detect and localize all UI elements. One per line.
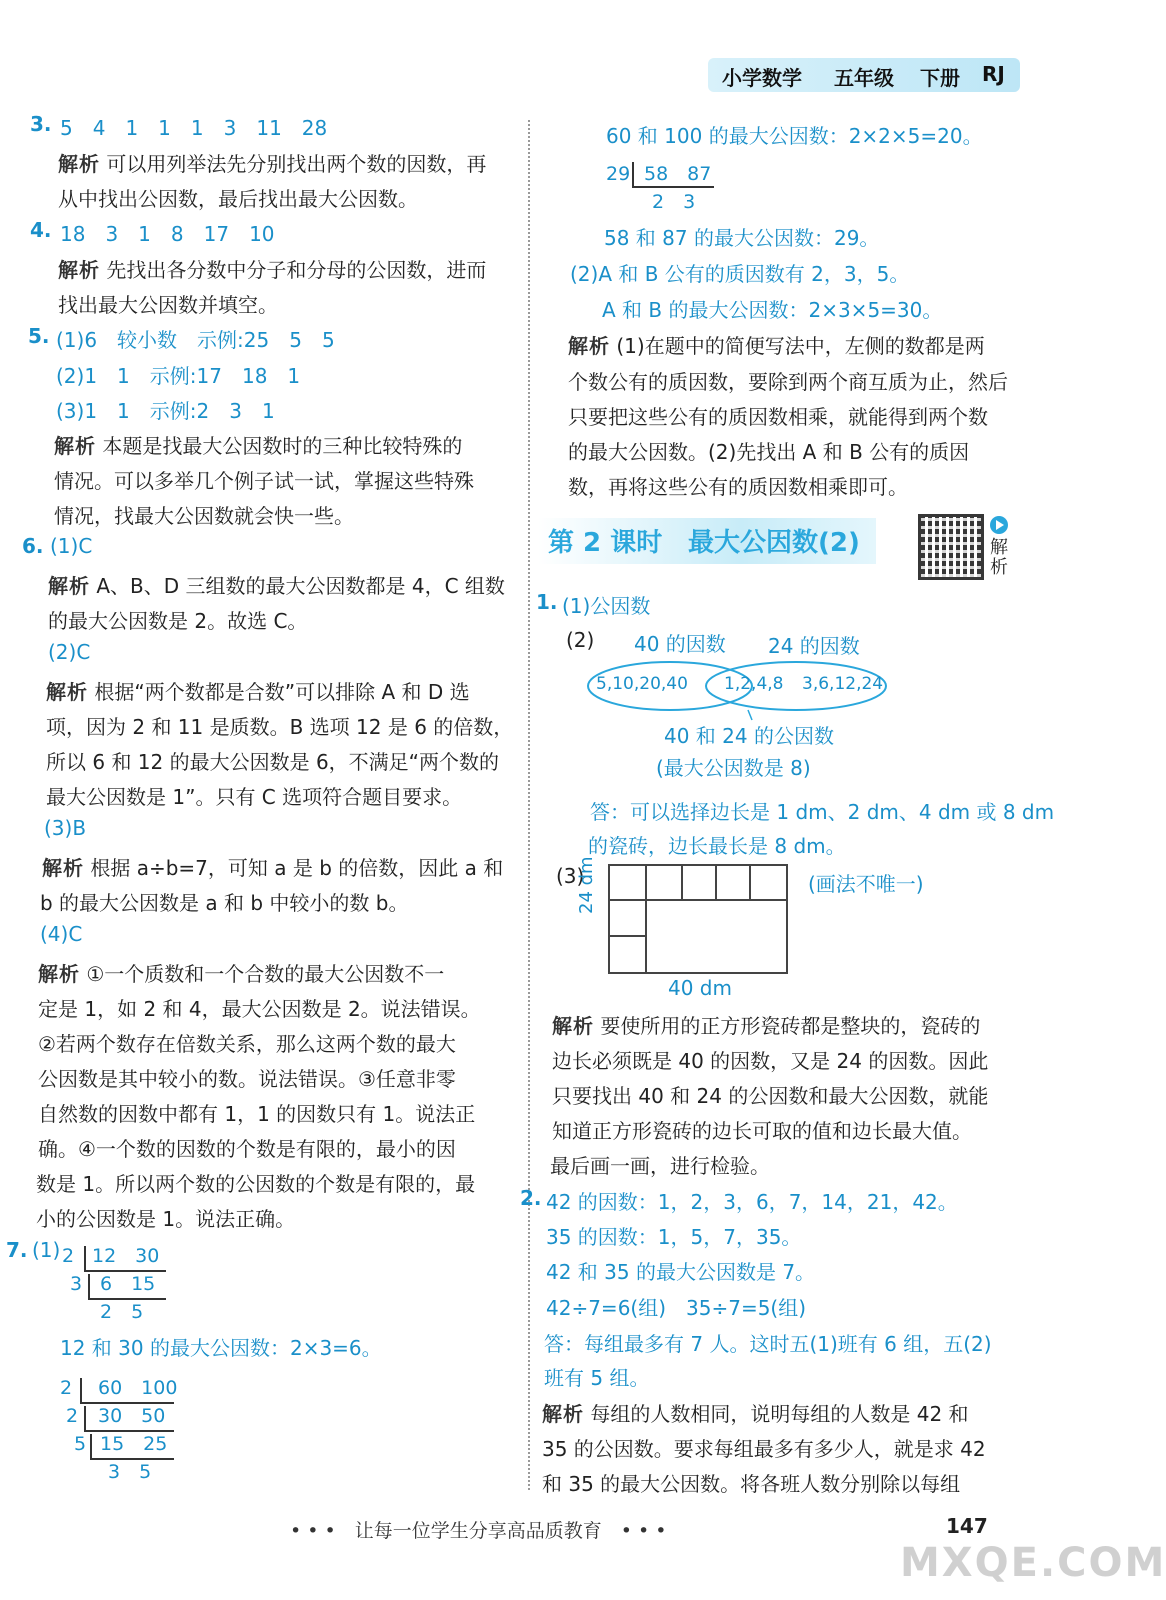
q2-analysis <box>542 1398 969 1427</box>
q1-sub-2: (2) <box>566 628 595 652</box>
header-banner <box>708 58 1020 92</box>
analysis-line: ①一个质数和一个合数的最大公因数不一 <box>86 962 445 986</box>
dividend-row: 15 25 <box>100 1433 168 1455</box>
q6-analysis-1 <box>48 570 505 599</box>
dividend-row: 12 30 <box>92 1245 160 1267</box>
q6-analysis-3 <box>42 852 503 881</box>
q2-answer-1: 答：每组最多有 7 人。这时五(1)班有 6 组，五(2) <box>544 1332 992 1356</box>
q6-answer-4: (4)C <box>40 922 83 946</box>
analysis-line: 先找出各分数中分子和分母的公因数，进而 <box>106 258 487 282</box>
dividend-row: 6 15 <box>100 1273 156 1295</box>
q6-analysis-4 <box>38 958 444 987</box>
analysis-line: 自然数的因数中都有 1，1 的因数只有 1。说法正 <box>38 1102 476 1126</box>
analysis-line: 要使所用的正方形瓷砖都是整块的，瓷砖的 <box>600 1014 981 1038</box>
q5-analysis <box>54 430 462 459</box>
volume-label: 下册 <box>920 66 960 90</box>
analysis-line: 边长必须既是 40 的因数，又是 24 的因数。因此 <box>552 1049 989 1073</box>
analysis-tag: 解析 <box>58 152 100 176</box>
analysis-line: 确。④一个数的因数的个数是有限的，最小的因 <box>38 1137 456 1161</box>
q2-line-4: 42÷7=6(组) 35÷7=5(组) <box>546 1296 807 1320</box>
venn-pointer <box>748 710 752 720</box>
tile-grid-diagram <box>608 864 790 976</box>
q3-analysis <box>58 148 486 177</box>
q7-analysis <box>568 330 985 359</box>
analysis-tag: 解析 <box>46 680 88 704</box>
q1-answer-text-2: 的瓷砖，边长最长是 8 dm。 <box>588 834 846 858</box>
analysis-line: 只要找出 40 和 24 的公因数和最大公因数，就能 <box>552 1084 989 1108</box>
q7-result-1: 12 和 30 的最大公因数：2×3=6。 <box>60 1336 382 1360</box>
quotient-row: 3 5 <box>108 1461 152 1483</box>
q7-result-3: 58 和 87 的最大公因数：29。 <box>604 226 880 250</box>
tile-grid-outline <box>609 865 787 973</box>
analysis-line: 从中找出公因数，最后找出最大公因数。 <box>58 187 418 211</box>
analysis-line: 情况，找最大公因数就会快一些。 <box>54 504 354 528</box>
q7-result-2: 60 和 100 的最大公因数：2×2×5=20。 <box>606 124 983 148</box>
analysis-line: b 的最大公因数是 a 和 b 中较小的数 b。 <box>40 891 409 915</box>
analysis-line: 本题是找最大公因数时的三种比较特殊的 <box>102 434 463 458</box>
q7-sub-1: (1) <box>32 1238 61 1262</box>
tile-height-label: 24 dm <box>576 856 597 914</box>
divisor: 2 <box>62 1245 75 1267</box>
q7-sub-2: (2)A 和 B 公有的质因数有 2，3，5。 <box>570 262 910 286</box>
analysis-line: (1)在题中的简便写法中，左侧的数都是两 <box>616 334 985 358</box>
analysis-line: 可以用列举法先分别找出两个数的因数，再 <box>106 152 487 176</box>
analysis-line: 根据 a÷b=7，可知 a 是 b 的倍数，因此 a 和 <box>90 856 504 880</box>
analysis-line: 定是 1，如 2 和 4，最大公因数是 2。说法错误。 <box>38 997 481 1021</box>
dividend-row: 30 50 <box>98 1405 166 1427</box>
venn-gcd-label: (最大公因数是 8) <box>656 756 811 780</box>
lesson-number: 第 2 课时 <box>548 528 663 558</box>
q6-number: 6. <box>22 534 44 558</box>
analysis-line: 最后画一画，进行检验。 <box>550 1154 770 1178</box>
analysis-tag: 解析 <box>552 1014 594 1038</box>
page-number: 147 <box>946 1514 988 1538</box>
q1-answer-1: (1)公因数 <box>562 594 651 618</box>
divisor: 29 <box>606 163 631 185</box>
venn-left-values: 5,10,20,40 <box>596 674 688 694</box>
quotient-row: 2 3 <box>652 191 696 213</box>
q4-answer: 18 3 1 8 17 10 <box>60 222 275 246</box>
analysis-line: 的最大公因数。(2)先找出 A 和 B 公有的质因 <box>568 440 970 464</box>
qr-label <box>990 538 1008 578</box>
q2-line-3: 42 和 35 的最大公因数是 7。 <box>546 1260 816 1284</box>
venn-right-values: 3,6,12,24 <box>802 674 884 694</box>
analysis-line: 所以 6 和 12 的最大公因数是 6，不满足“两个数的 <box>46 750 500 774</box>
q4-number: 4. <box>30 218 52 242</box>
qr-code-icon[interactable] <box>918 514 984 580</box>
analysis-tag: 解析 <box>42 856 84 880</box>
analysis-line: 的最大公因数是 2。故选 C。 <box>48 609 308 633</box>
lesson-title-banner <box>538 518 876 564</box>
q6-answer-1: (1)C <box>50 534 93 558</box>
footer-slogan: • • • 让每一位学生分享高品质教育 • • • <box>290 1520 667 1542</box>
analysis-line: 情况。可以多举几个例子试一试，掌握这些特殊 <box>54 469 474 493</box>
divisor: 2 <box>66 1405 79 1427</box>
analysis-line: 数，再将这些公有的质因数相乘即可。 <box>568 475 908 499</box>
quotient-row: 2 5 <box>100 1301 144 1323</box>
analysis-tag: 解析 <box>54 434 96 458</box>
q2-number: 2. <box>520 1186 542 1210</box>
q6-answer-3: (3)B <box>44 816 87 840</box>
analysis-line: 数是 1。所以两个数的公因数的个数是有限的，最 <box>36 1172 476 1196</box>
grade-label: 五年级 <box>834 66 894 90</box>
qr-label-1: 解 <box>990 537 1008 558</box>
analysis-tag: 解析 <box>38 962 80 986</box>
venn-label-24: 24 的因数 <box>768 634 860 658</box>
play-icon[interactable] <box>990 516 1008 534</box>
divisor: 2 <box>60 1377 73 1399</box>
analysis-tag: 解析 <box>542 1402 584 1426</box>
analysis-tag: 解析 <box>58 258 100 282</box>
lesson-title: 最大公因数(2) <box>688 528 860 558</box>
q1-analysis <box>552 1010 980 1039</box>
analysis-line: A、B、D 三组数的最大公因数都是 4，C 组数 <box>96 574 505 598</box>
analysis-tag: 解析 <box>568 334 610 358</box>
analysis-line: 个数公有的质因数，要除到两个商互质为止，然后 <box>568 370 1008 394</box>
q5-number: 5. <box>28 324 50 348</box>
q3-number: 3. <box>30 112 52 136</box>
dividend-row: 58 87 <box>644 163 712 185</box>
q1-sub-3: (3) <box>556 864 585 888</box>
watermark: MXQE.COM <box>900 1540 1166 1586</box>
analysis-line: 根据“两个数都是合数”可以排除 A 和 D 选 <box>94 680 470 704</box>
analysis-line: 35 的公因数。要求每组最多有多少人，就是求 42 <box>542 1437 986 1461</box>
analysis-line: 找出最大公因数并填空。 <box>58 293 278 317</box>
divisor: 3 <box>70 1273 83 1295</box>
q2-line-2: 35 的因数：1，5，7，35。 <box>546 1225 802 1249</box>
venn-common-values: 1,2,4,8 <box>724 674 784 694</box>
q6-analysis-2 <box>46 676 470 705</box>
tile-width-label: 40 dm <box>668 976 732 1000</box>
edition-label: RJ <box>982 62 1005 86</box>
q3-answer: 5 4 1 1 1 3 11 28 <box>60 116 328 140</box>
column-divider <box>528 120 530 1490</box>
q1-number: 1. <box>536 590 558 614</box>
analysis-line: 公因数是其中较小的数。说法错误。③任意非零 <box>38 1067 456 1091</box>
venn-common-label: 40 和 24 的公因数 <box>664 724 834 748</box>
analysis-tag: 解析 <box>48 574 90 598</box>
analysis-line: 每组的人数相同，说明每组的人数是 42 和 <box>590 1402 969 1426</box>
q6-answer-2: (2)C <box>48 640 91 664</box>
analysis-line: 知道正方形瓷砖的边长可取的值和边长最大值。 <box>552 1119 972 1143</box>
q5-answer-2: (2)1 1 示例:17 18 1 <box>56 364 301 388</box>
analysis-line: 只要把这些公有的质因数相乘，就能得到两个数 <box>568 405 988 429</box>
analysis-line: 小的公因数是 1。说法正确。 <box>36 1207 296 1231</box>
q5-answer-1: (1)6 较小数 示例:25 5 5 <box>56 328 335 352</box>
analysis-line: 项，因为 2 和 11 是质数。B 选项 12 是 6 的倍数， <box>46 715 514 739</box>
q2-answer-2: 班有 5 组。 <box>544 1366 650 1390</box>
analysis-line: ②若两个数存在倍数关系，那么这两个数的最大 <box>38 1032 456 1056</box>
divisor: 5 <box>74 1433 87 1455</box>
qr-label-2: 析 <box>990 557 1008 578</box>
tile-note: (画法不唯一) <box>808 872 924 896</box>
venn-label-40: 40 的因数 <box>634 632 726 656</box>
subject-label: 小学数学 <box>722 66 802 90</box>
q1-answer-text-1: 答：可以选择边长是 1 dm、2 dm、4 dm 或 8 dm <box>590 800 1055 824</box>
q4-analysis <box>58 254 486 283</box>
analysis-line: 最大公因数是 1”。只有 C 选项符合题目要求。 <box>46 785 463 809</box>
analysis-line: 和 35 的最大公因数。将各班人数分别除以每组 <box>542 1472 961 1496</box>
q2-line-1: 42 的因数：1，2，3，6，7，14，21，42。 <box>546 1190 958 1214</box>
dividend-row: 60 100 <box>98 1377 178 1399</box>
q5-answer-3: (3)1 1 示例:2 3 1 <box>56 399 275 423</box>
q7-sub-2-result: A 和 B 的最大公因数：2×3×5=30。 <box>602 298 943 322</box>
q7-number: 7. <box>6 1238 28 1262</box>
